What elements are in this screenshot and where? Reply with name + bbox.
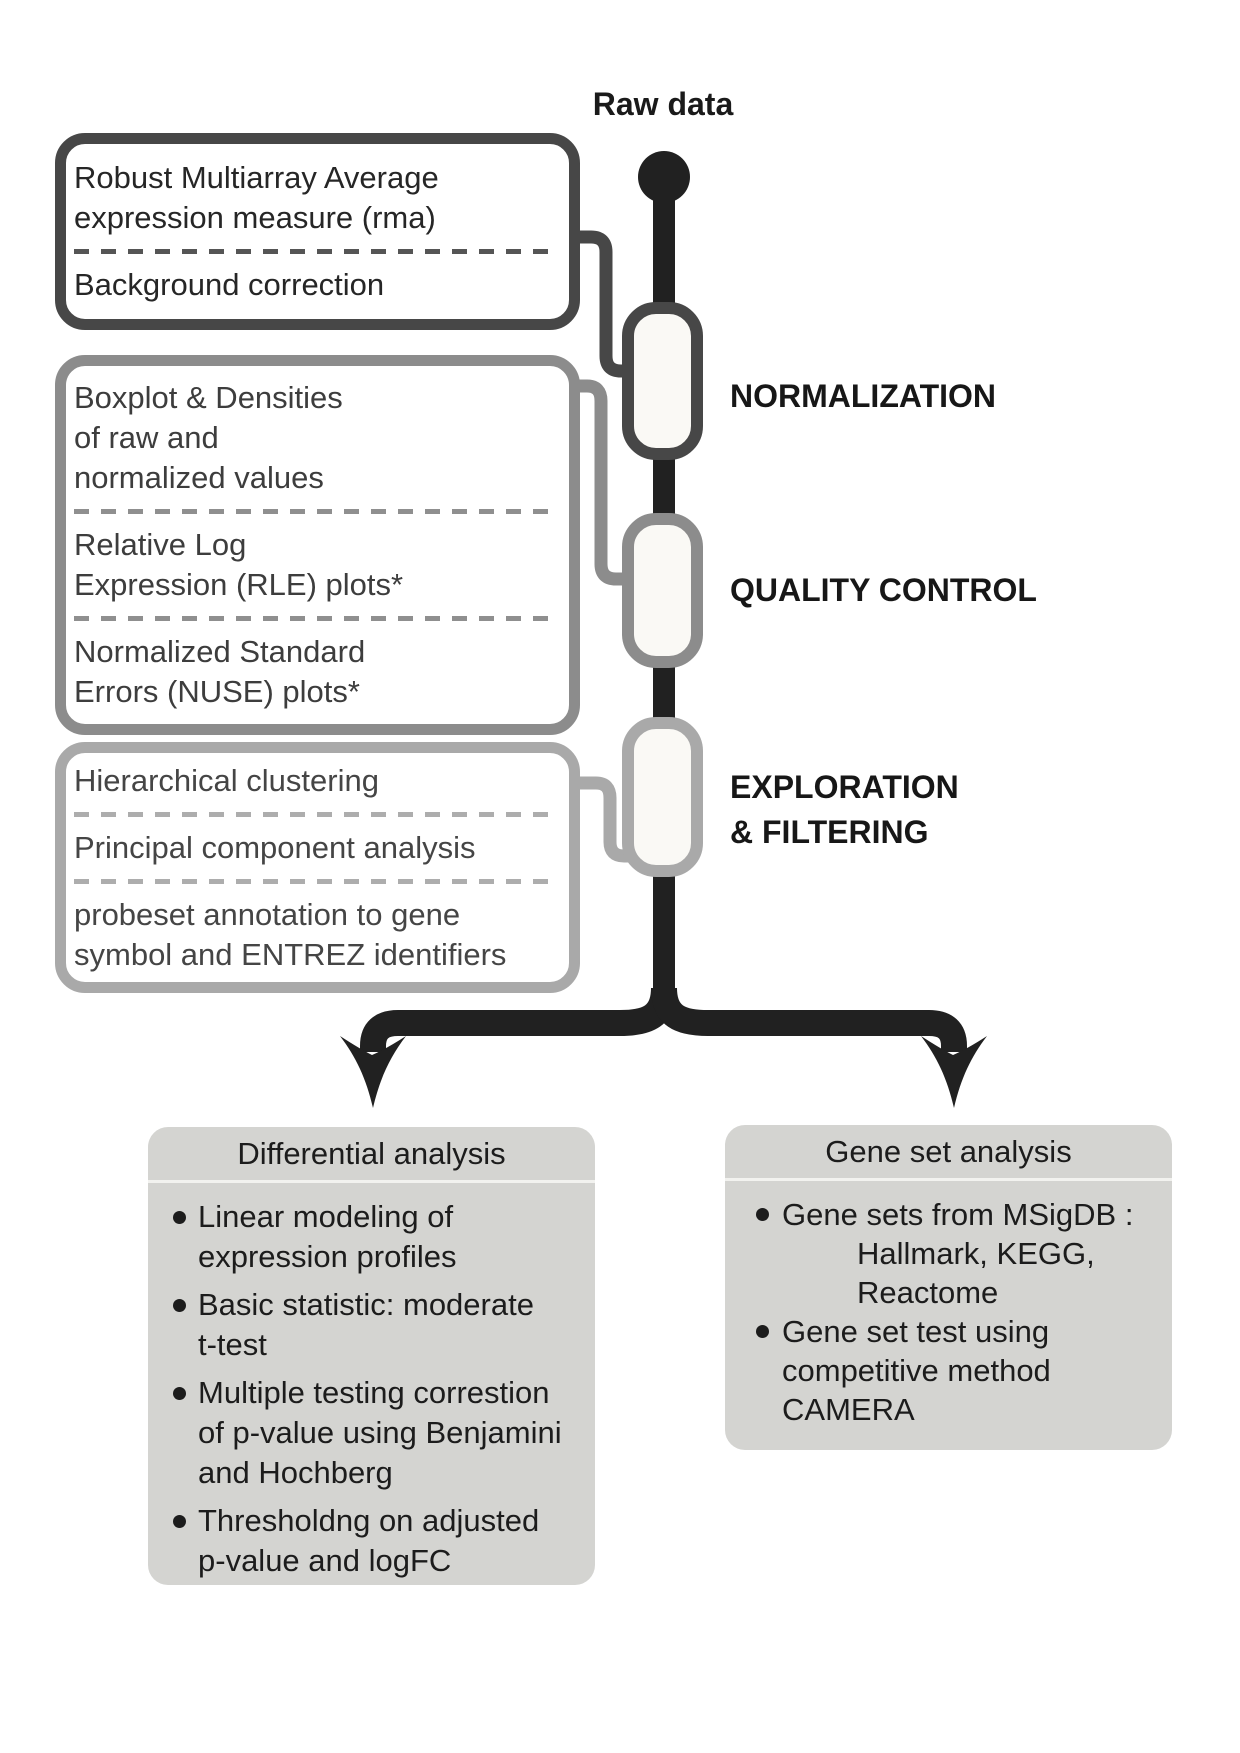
quality-control-methods-box <box>55 355 580 735</box>
stage-label-normalization <box>730 374 996 419</box>
exploration-methods-box <box>55 742 580 993</box>
bullet-line: of p-value using Benjamini <box>198 1415 562 1450</box>
box-line: of raw and <box>74 420 219 455</box>
quality-control-node <box>622 513 703 668</box>
stage-label-quality-control <box>730 568 1037 613</box>
bullet-line: Basic statistic: moderate <box>148 1285 595 1325</box>
stage-label-line: NORMALIZATION <box>730 378 997 414</box>
box-line: Boxplot & Densities <box>74 380 343 415</box>
bullet-line: Multiple testing correstion <box>148 1373 595 1413</box>
bullet-line: expression profiles <box>198 1239 457 1274</box>
stage-label-line: EXPLORATION <box>730 769 959 805</box>
dashed-separator <box>74 509 559 514</box>
bullet-line: Linear modeling of <box>148 1197 595 1237</box>
normalization-node <box>622 302 703 460</box>
branch-right <box>664 988 954 1052</box>
bullet-line: p-value and logFC <box>198 1543 452 1578</box>
panel-title: Gene set analysis <box>725 1125 1172 1181</box>
box-line: Hierarchical clustering <box>74 762 379 798</box>
stage-label-exploration <box>730 765 959 855</box>
box-line: expression measure (rma) <box>74 200 436 235</box>
panel-title: Differential analysis <box>148 1127 595 1183</box>
bullet-line: Gene set test using <box>725 1312 1172 1351</box>
bullet-line: Reactome <box>857 1275 999 1310</box>
bullet-line: Gene sets from MSigDB : <box>725 1195 1172 1234</box>
box-line: Normalized Standard <box>74 634 366 669</box>
stage-label-line: QUALITY CONTROL <box>730 572 1037 608</box>
bullet-line: competitive method <box>782 1353 1051 1388</box>
dashed-separator <box>74 249 559 254</box>
bullet-line: CAMERA <box>782 1392 915 1427</box>
box-line: Expression (RLE) plots* <box>74 567 404 602</box>
normalization-methods-box <box>55 133 580 330</box>
gene-set-analysis-panel <box>725 1125 1172 1450</box>
raw-data-label: Raw data <box>592 86 734 122</box>
stage-label-line: & FILTERING <box>730 814 929 850</box>
bullet-line: and Hochberg <box>198 1455 393 1490</box>
branch-left <box>373 988 664 1052</box>
box-line: Relative Log <box>74 527 247 562</box>
box-line: Principal component analysis <box>74 829 476 865</box>
bullet-line: Thresholdng on adjusted <box>148 1501 595 1541</box>
dashed-separator <box>74 812 559 817</box>
box-line: probeset annotation to gene <box>74 896 461 932</box>
box-line: Robust Multiarray Average <box>74 160 439 195</box>
bullet-line: t-test <box>198 1327 267 1362</box>
box-line: normalized values <box>74 460 324 495</box>
exploration-node <box>622 717 703 877</box>
dashed-separator <box>74 879 559 884</box>
differential-analysis-panel <box>148 1127 595 1585</box>
box-line: symbol and ENTREZ identifiers <box>74 936 507 972</box>
box-line: Background correction <box>74 267 385 302</box>
dashed-separator <box>74 616 559 621</box>
bullet-line: Hallmark, KEGG, <box>857 1236 1095 1271</box>
box-line: Errors (NUSE) plots* <box>74 674 360 709</box>
